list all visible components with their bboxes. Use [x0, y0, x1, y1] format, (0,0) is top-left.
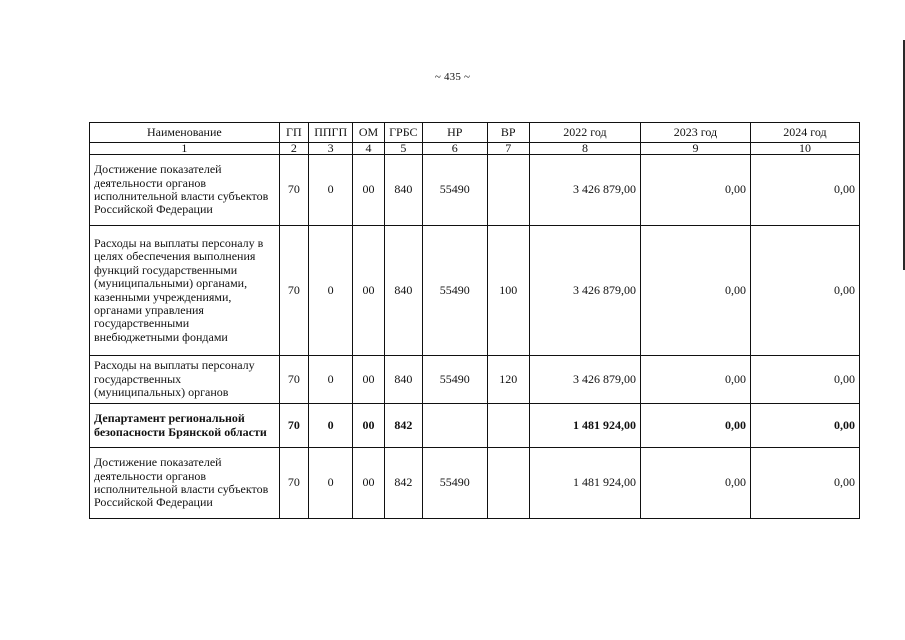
cell-gp: 70: [279, 155, 308, 226]
cell-grbs: 840: [384, 226, 422, 356]
header-vr: ВР: [487, 123, 529, 143]
column-number: 9: [640, 143, 750, 155]
cell-nr: 55490: [423, 356, 488, 404]
cell-2024: 0,00: [750, 404, 859, 448]
cell-om: 00: [353, 226, 384, 356]
column-number: 10: [750, 143, 859, 155]
header-2023: 2023 год: [640, 123, 750, 143]
column-number: 8: [529, 143, 640, 155]
cell-ppgp: 0: [308, 155, 352, 226]
cell-gp: 70: [279, 404, 308, 448]
cell-2023: 0,00: [640, 226, 750, 356]
cell-vr: [487, 448, 529, 519]
column-number: 7: [487, 143, 529, 155]
cell-om: 00: [353, 404, 384, 448]
header-2022: 2022 год: [529, 123, 640, 143]
page-number: ~ 435 ~: [434, 71, 471, 83]
header-grbs: ГРБС: [384, 123, 422, 143]
column-number: 4: [353, 143, 384, 155]
cell-om: 00: [353, 155, 384, 226]
cell-2023: 0,00: [640, 448, 750, 519]
row-name: Достижение показателей деятельности органов исполнительной власти субъектов Российской Федерации: [90, 448, 280, 519]
cell-2022: 1 481 924,00: [529, 404, 640, 448]
cell-grbs: 840: [384, 356, 422, 404]
header-gp: ГП: [279, 123, 308, 143]
cell-ppgp: 0: [308, 226, 352, 356]
header-name: Наименование: [90, 123, 280, 143]
cell-ppgp: 0: [308, 448, 352, 519]
header-2024: 2024 год: [750, 123, 859, 143]
column-number-row: [90, 143, 860, 155]
cell-om: 00: [353, 356, 384, 404]
cell-2022: 3 426 879,00: [529, 356, 640, 404]
row-name: Департамент региональной безопасности Брянской области: [90, 404, 280, 448]
table-row: [90, 155, 860, 226]
header-row: [90, 123, 860, 143]
column-number: 3: [308, 143, 352, 155]
cell-vr: [487, 155, 529, 226]
cell-gp: 70: [279, 226, 308, 356]
table-row: [90, 404, 860, 448]
cell-grbs: 840: [384, 155, 422, 226]
cell-2023: 0,00: [640, 155, 750, 226]
cell-2022: 1 481 924,00: [529, 448, 640, 519]
row-name: Расходы на выплаты персоналу в целях обеспечения выполнения функций государственными (муниципальными) органами, казенными учреждениями, органами управления государственными внебюджетными фондами: [90, 226, 280, 356]
cell-2023: 0,00: [640, 356, 750, 404]
cell-2024: 0,00: [750, 226, 859, 356]
cell-nr: [423, 404, 488, 448]
cell-nr: 55490: [423, 155, 488, 226]
cell-grbs: 842: [384, 404, 422, 448]
row-name: Достижение показателей деятельности органов исполнительной власти субъектов Российской Федерации: [90, 155, 280, 226]
header-ppgp: ППГП: [308, 123, 352, 143]
cell-2024: 0,00: [750, 356, 859, 404]
cell-ppgp: 0: [308, 404, 352, 448]
table-row: [90, 226, 860, 356]
table-row: [90, 448, 860, 519]
cell-om: 00: [353, 448, 384, 519]
cell-2024: 0,00: [750, 155, 859, 226]
cell-2022: 3 426 879,00: [529, 226, 640, 356]
cell-2024: 0,00: [750, 448, 859, 519]
cell-vr: 120: [487, 356, 529, 404]
header-om: ОМ: [353, 123, 384, 143]
cell-vr: 100: [487, 226, 529, 356]
column-number: 2: [279, 143, 308, 155]
cell-gp: 70: [279, 356, 308, 404]
cell-grbs: 842: [384, 448, 422, 519]
cell-gp: 70: [279, 448, 308, 519]
cell-2023: 0,00: [640, 404, 750, 448]
cell-nr: 55490: [423, 226, 488, 356]
column-number: 1: [90, 143, 280, 155]
table-row: [90, 356, 860, 404]
cell-nr: 55490: [423, 448, 488, 519]
row-name: Расходы на выплаты персоналу государственных (муниципальных) органов: [90, 356, 280, 404]
header-nr: НР: [423, 123, 488, 143]
budget-table: [89, 122, 860, 519]
column-number: 6: [423, 143, 488, 155]
cell-vr: [487, 404, 529, 448]
column-number: 5: [384, 143, 422, 155]
cell-2022: 3 426 879,00: [529, 155, 640, 226]
cell-ppgp: 0: [308, 356, 352, 404]
